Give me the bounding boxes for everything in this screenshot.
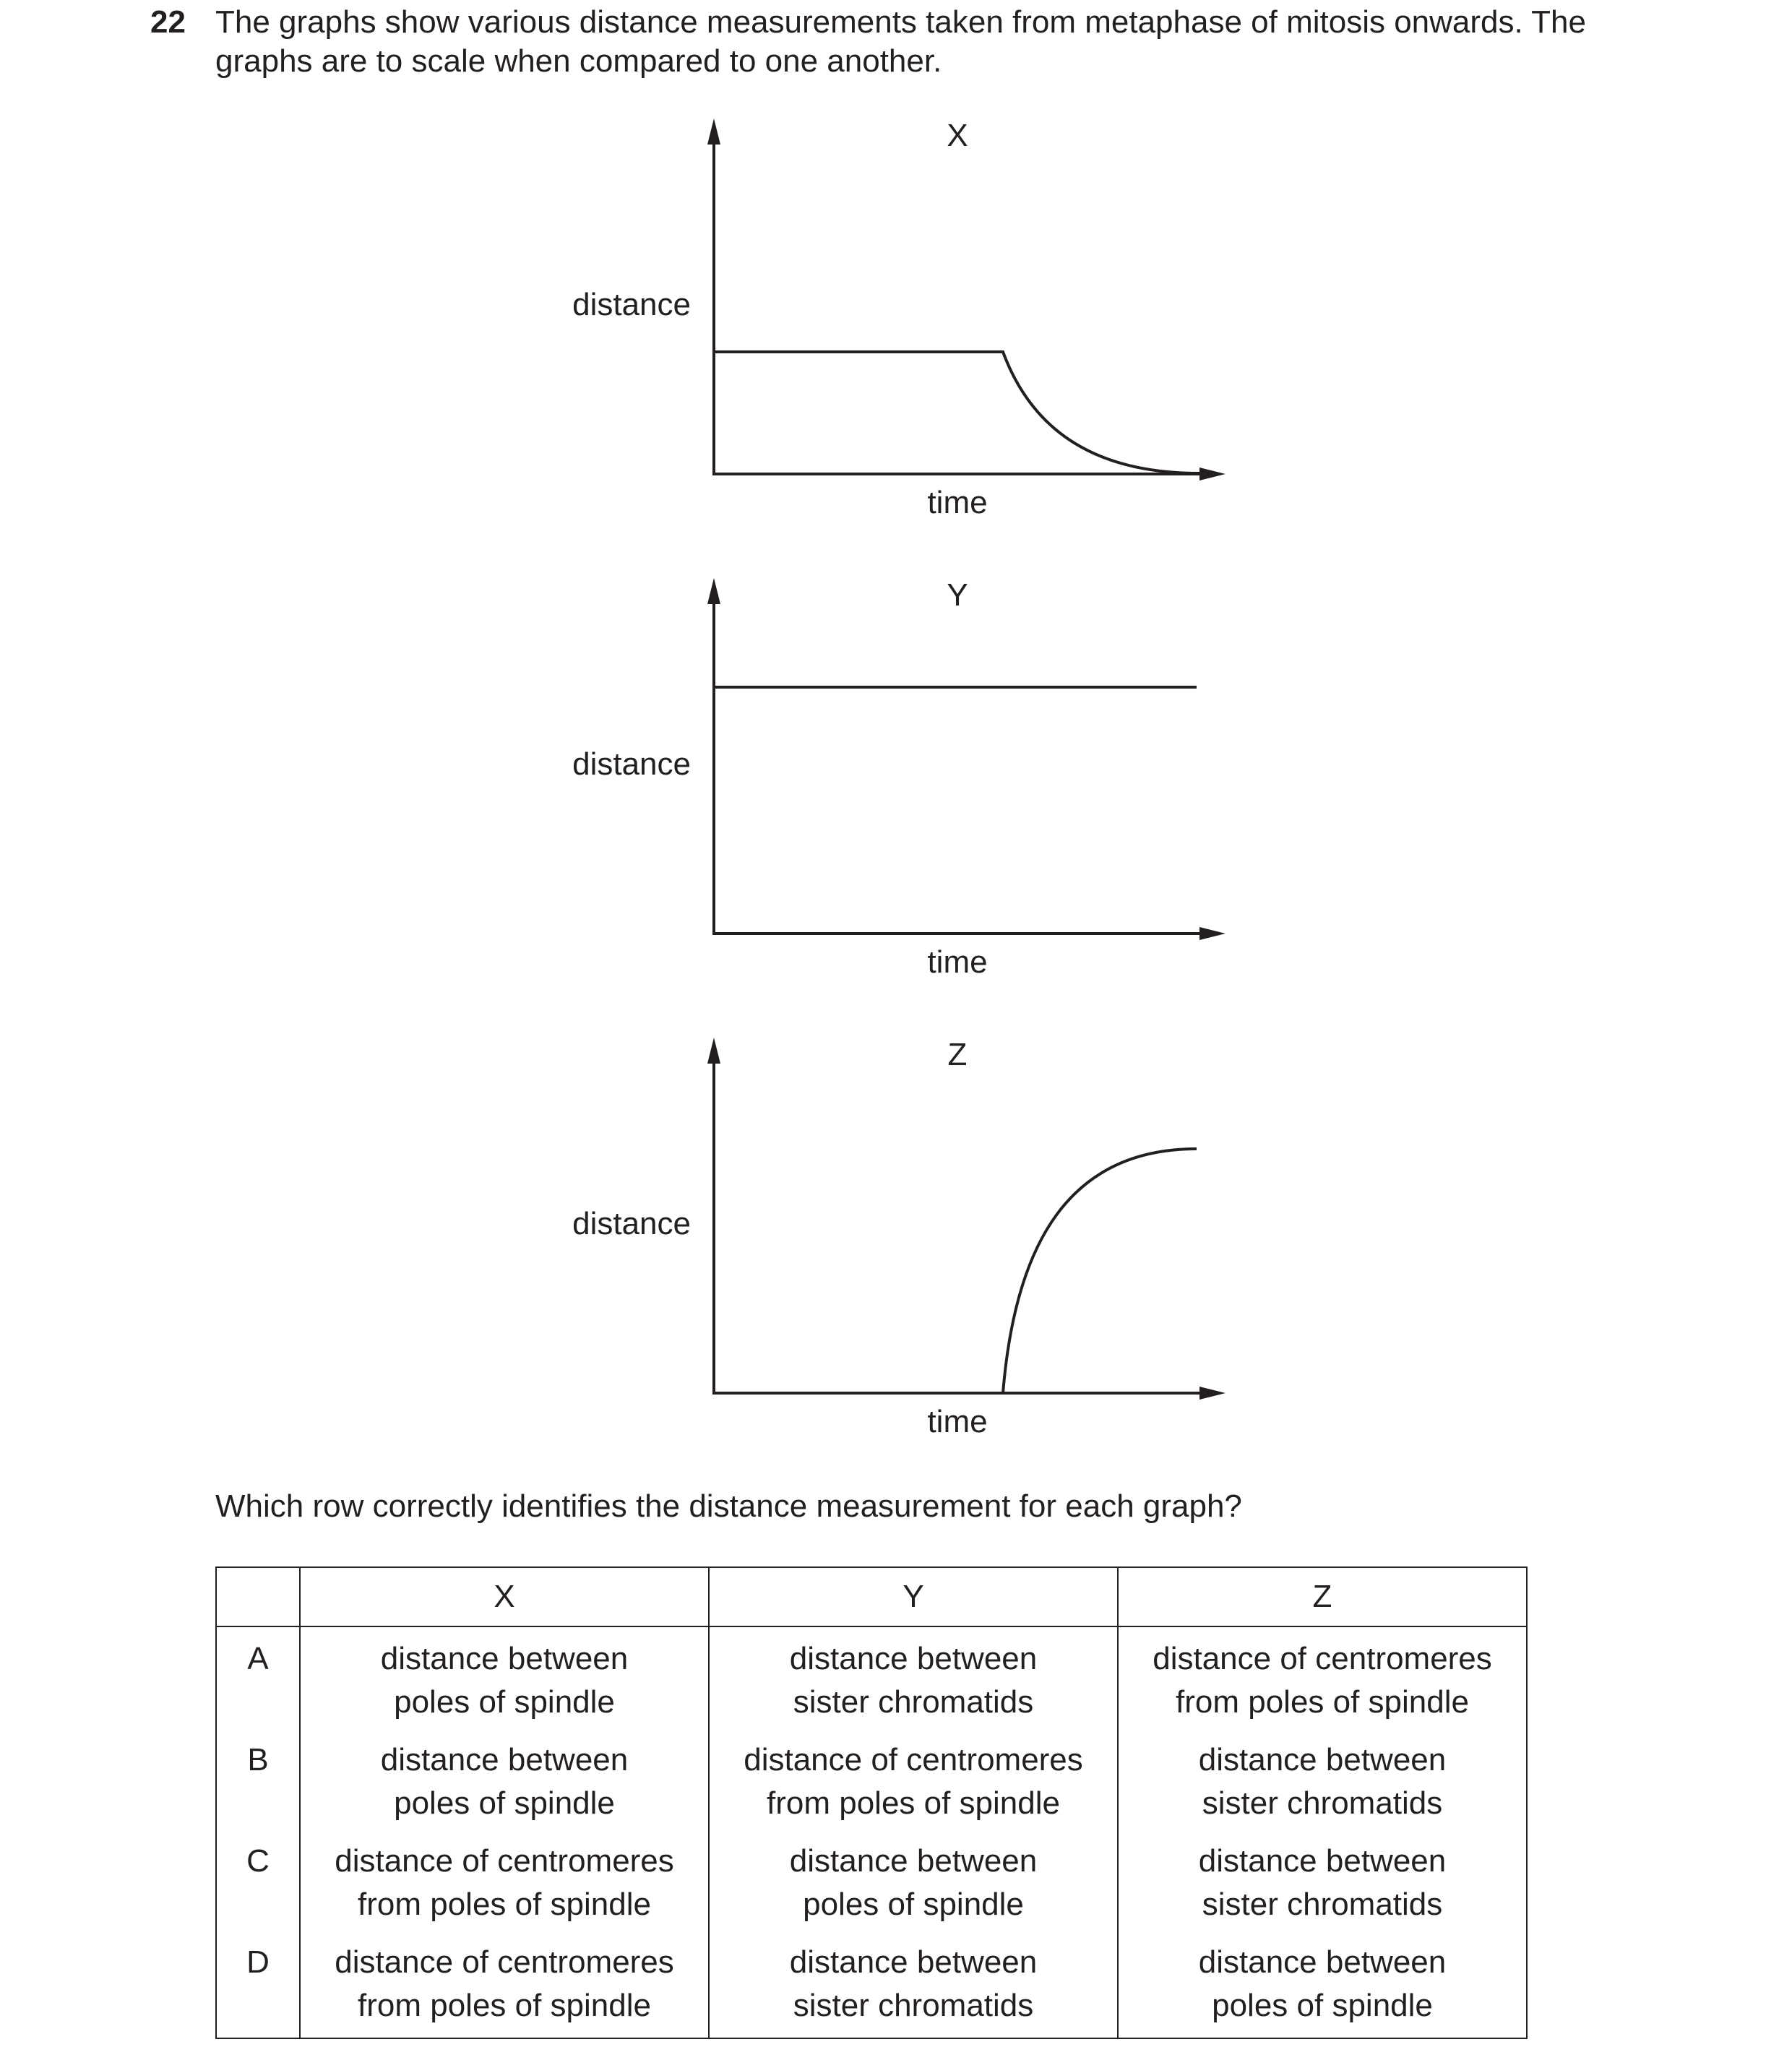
cell-x	[300, 1626, 709, 1738]
row-letter: B	[216, 1738, 300, 1840]
cell-line: from poles of spindle	[358, 1887, 651, 1922]
graph-z-curve	[714, 1149, 1197, 1393]
cell-line: distance of centromeres	[744, 1742, 1083, 1777]
cell-line: sister chromatids	[793, 1988, 1034, 2023]
cell-y	[709, 1738, 1118, 1840]
cell-line: distance between	[1198, 1843, 1447, 1879]
table-row[interactable]	[216, 1941, 1527, 2038]
graph-y	[572, 577, 1225, 980]
header-y: Y	[709, 1567, 1118, 1626]
cell-line: distance of centromeres	[335, 1843, 674, 1879]
cell-line: poles of spindle	[394, 1684, 615, 1720]
graph-x-ylabel: distance	[572, 287, 691, 322]
cell-z	[1118, 1626, 1527, 1738]
header-z: Z	[1118, 1567, 1527, 1626]
header-blank	[216, 1567, 300, 1626]
cell-z	[1118, 1840, 1527, 1941]
cell-line: distance between	[789, 1944, 1038, 1980]
graph-x-x-arrow	[1199, 467, 1225, 480]
cell-z	[1118, 1738, 1527, 1840]
question-number: 22	[150, 4, 186, 40]
graph-z-xlabel: time	[927, 1404, 988, 1439]
graph-y-xlabel: time	[927, 944, 988, 980]
graph-x-y-arrow	[707, 118, 720, 145]
cell-line: distance between	[380, 1742, 629, 1777]
cell-line: from poles of spindle	[1176, 1684, 1469, 1720]
cell-line: poles of spindle	[394, 1785, 615, 1821]
graph-z-x-arrow	[1199, 1387, 1225, 1400]
graph-z-title: Z	[947, 1037, 968, 1072]
cell-line: sister chromatids	[1202, 1785, 1443, 1821]
cell-line: sister chromatids	[793, 1684, 1034, 1720]
table-header-row	[216, 1567, 1527, 1626]
header-x: X	[300, 1567, 709, 1626]
cell-line: distance of centromeres	[335, 1944, 674, 1980]
cell-line: distance between	[1198, 1944, 1447, 1980]
cell-x	[300, 1941, 709, 2038]
graph-x	[572, 118, 1225, 520]
cell-x	[300, 1738, 709, 1840]
question-text-line-1: The graphs show various distance measurements taken from metaphase of mitosis onwards. The	[215, 4, 1586, 40]
row-letter: D	[216, 1941, 300, 2038]
cell-y	[709, 1840, 1118, 1941]
graph-y-ylabel: distance	[572, 746, 691, 782]
cell-z	[1118, 1941, 1527, 2038]
cell-line: sister chromatids	[1202, 1887, 1443, 1922]
row-letter: A	[216, 1626, 300, 1738]
question-text-line-2: graphs are to scale when compared to one another.	[215, 43, 942, 79]
graph-x-title: X	[947, 118, 968, 153]
graph-x-curve	[714, 352, 1199, 473]
graph-z-y-arrow	[707, 1038, 720, 1064]
graph-y-title: Y	[947, 577, 968, 613]
cell-line: distance between	[1198, 1742, 1447, 1777]
table-row[interactable]	[216, 1738, 1527, 1840]
cell-line: distance of centromeres	[1153, 1641, 1492, 1676]
graph-y-x-arrow	[1199, 927, 1225, 940]
graph-y-y-arrow	[707, 578, 720, 604]
graph-z-ylabel: distance	[572, 1206, 691, 1241]
graph-x-xlabel: time	[927, 485, 988, 520]
cell-line: from poles of spindle	[358, 1988, 651, 2023]
row-letter: C	[216, 1840, 300, 1941]
table-row[interactable]	[216, 1626, 1527, 1738]
table-row[interactable]	[216, 1840, 1527, 1941]
answer-table	[215, 1566, 1528, 2039]
cell-x	[300, 1840, 709, 1941]
graph-z	[572, 1037, 1225, 1439]
cell-line: from poles of spindle	[767, 1785, 1060, 1821]
cell-line: distance between	[380, 1641, 629, 1676]
cell-line: poles of spindle	[1212, 1988, 1433, 2023]
cell-y	[709, 1626, 1118, 1738]
question-prompt: Which row correctly identifies the distance measurement for each graph?	[215, 1488, 1242, 1524]
cell-y	[709, 1941, 1118, 2038]
cell-line: distance between	[789, 1641, 1038, 1676]
cell-line: distance between	[789, 1843, 1038, 1879]
cell-line: poles of spindle	[803, 1887, 1024, 1922]
